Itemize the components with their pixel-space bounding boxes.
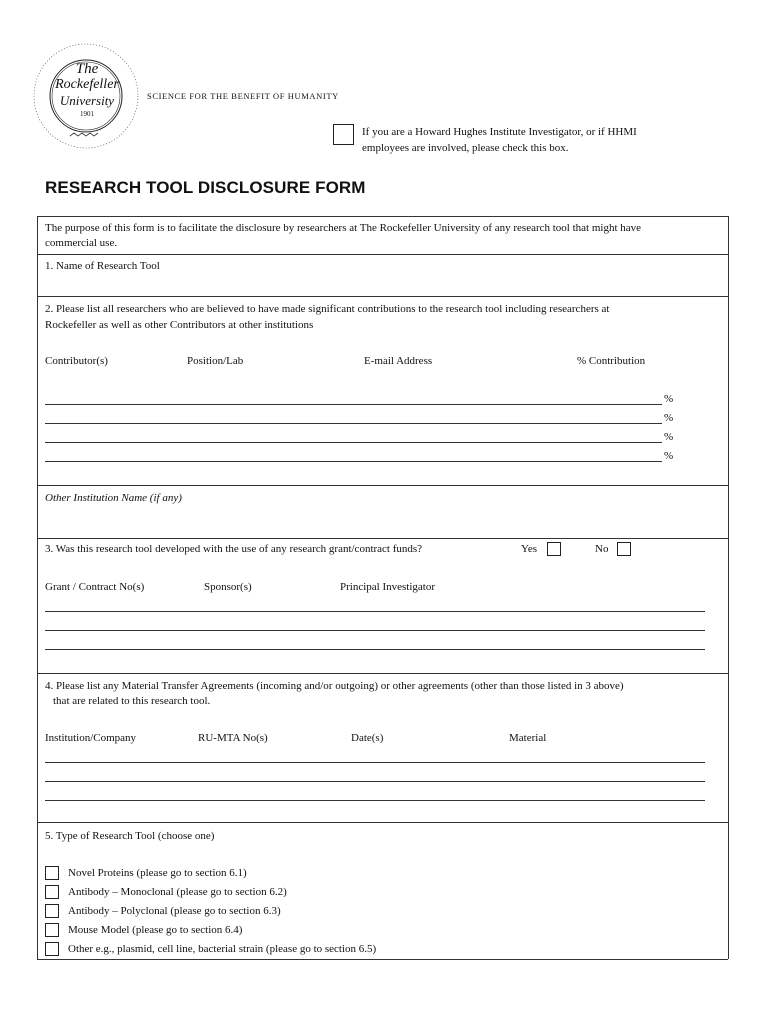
option-novel-proteins-checkbox[interactable] [45,866,59,880]
mta-line-3[interactable] [45,800,705,801]
form-title: RESEARCH TOOL DISCLOSURE FORM [45,178,366,197]
option-mouse-model-label: Mouse Model (please go to section 6.4) [68,924,243,936]
col-principal-investigator: Principal Investigator [340,581,436,593]
grant-line-1[interactable] [45,611,705,612]
divider-section2 [37,485,728,486]
tagline: SCIENCE FOR THE BENEFIT OF HUMANITY [147,91,339,101]
section2-line1: 2. Please list all researchers who are believed to have made significant contributions to the research tool including researchers at [45,303,610,315]
mta-line-1[interactable] [45,762,705,763]
no-checkbox[interactable] [617,542,631,556]
col-sponsors: Sponsor(s) [204,581,252,593]
col-material: Material [509,732,547,744]
section4-line2: that are related to this research tool. [53,695,211,707]
other-institution-field[interactable] [45,508,720,534]
mta-line-2[interactable] [45,781,705,782]
research-tool-name-field[interactable] [45,275,720,293]
form-border-left [37,216,38,959]
divider-other-institution [37,538,728,539]
divider-section3 [37,673,728,674]
col-ru-mta: RU-MTA No(s) [198,732,268,744]
seal-text-rockefeller: Rockefeller [55,77,119,92]
option-antibody-polyclonal-label: Antibody – Polyclonal (please go to section 6.3) [68,905,281,917]
option-mouse-model-checkbox[interactable] [45,923,59,937]
section3-question: 3. Was this research tool developed with the use of any research grant/contract funds? [45,543,423,555]
col-percent-contribution: % Contribution [577,355,646,367]
col-dates: Date(s) [351,732,384,744]
option-other-checkbox[interactable] [45,942,59,956]
section4-line1: 4. Please list any Material Transfer Agreements (incoming and/or outgoing) or other agreements (other than those listed in 3 above) [45,680,624,692]
percent-sign-4: % [664,450,674,462]
grant-line-2[interactable] [45,630,705,631]
section5-label: 5. Type of Research Tool (choose one) [45,830,215,842]
divider-section4 [37,822,728,823]
contributor-line-3[interactable] [45,442,662,443]
seal-text-the: The [75,61,99,77]
col-contributors: Contributor(s) [45,355,108,367]
percent-sign-3: % [664,431,674,443]
yes-label: Yes [521,543,538,555]
form-border-right [728,216,729,959]
col-email: E-mail Address [364,355,433,367]
seal-year: 1901 [80,110,94,118]
grant-line-3[interactable] [45,649,705,650]
intro-line2: commercial use. [45,237,118,249]
other-institution-label: Other Institution Name (if any) [45,492,182,504]
section1-label: 1. Name of Research Tool [45,260,160,272]
section2-line2: Rockefeller as well as other Contributors at other institutions [45,319,314,331]
yes-checkbox[interactable] [547,542,561,556]
hhmi-text-line2: employees are involved, please check this box. [362,142,569,154]
intro-line1: The purpose of this form is to facilitate the disclosure by researchers at The Rockefeller University of any research tool that might have [45,222,642,234]
percent-sign-2: % [664,412,674,424]
percent-sign-1: % [664,393,674,405]
form-border-top [37,216,728,217]
col-institution-company: Institution/Company [45,732,137,744]
option-antibody-monoclonal-checkbox[interactable] [45,885,59,899]
contributor-line-2[interactable] [45,423,662,424]
divider-intro [37,254,728,255]
hhmi-text-line1: If you are a Howard Hughes Institute Investigator, or if HHMI [362,126,637,138]
no-label: No [595,543,609,555]
contributor-line-1[interactable] [45,404,662,405]
divider-section1 [37,296,728,297]
seal-text-university: University [59,93,115,108]
option-other-label: Other e.g., plasmid, cell line, bacterial strain (please go to section 6.5) [68,943,377,955]
option-novel-proteins-label: Novel Proteins (please go to section 6.1) [68,867,247,879]
option-antibody-polyclonal-checkbox[interactable] [45,904,59,918]
contributor-line-4[interactable] [45,461,662,462]
col-position-lab: Position/Lab [187,355,244,367]
hhmi-checkbox[interactable] [333,124,354,145]
col-grant-contract: Grant / Contract No(s) [45,581,145,593]
option-antibody-monoclonal-label: Antibody – Monoclonal (please go to section 6.2) [68,886,287,898]
form-border-bottom [37,959,728,960]
